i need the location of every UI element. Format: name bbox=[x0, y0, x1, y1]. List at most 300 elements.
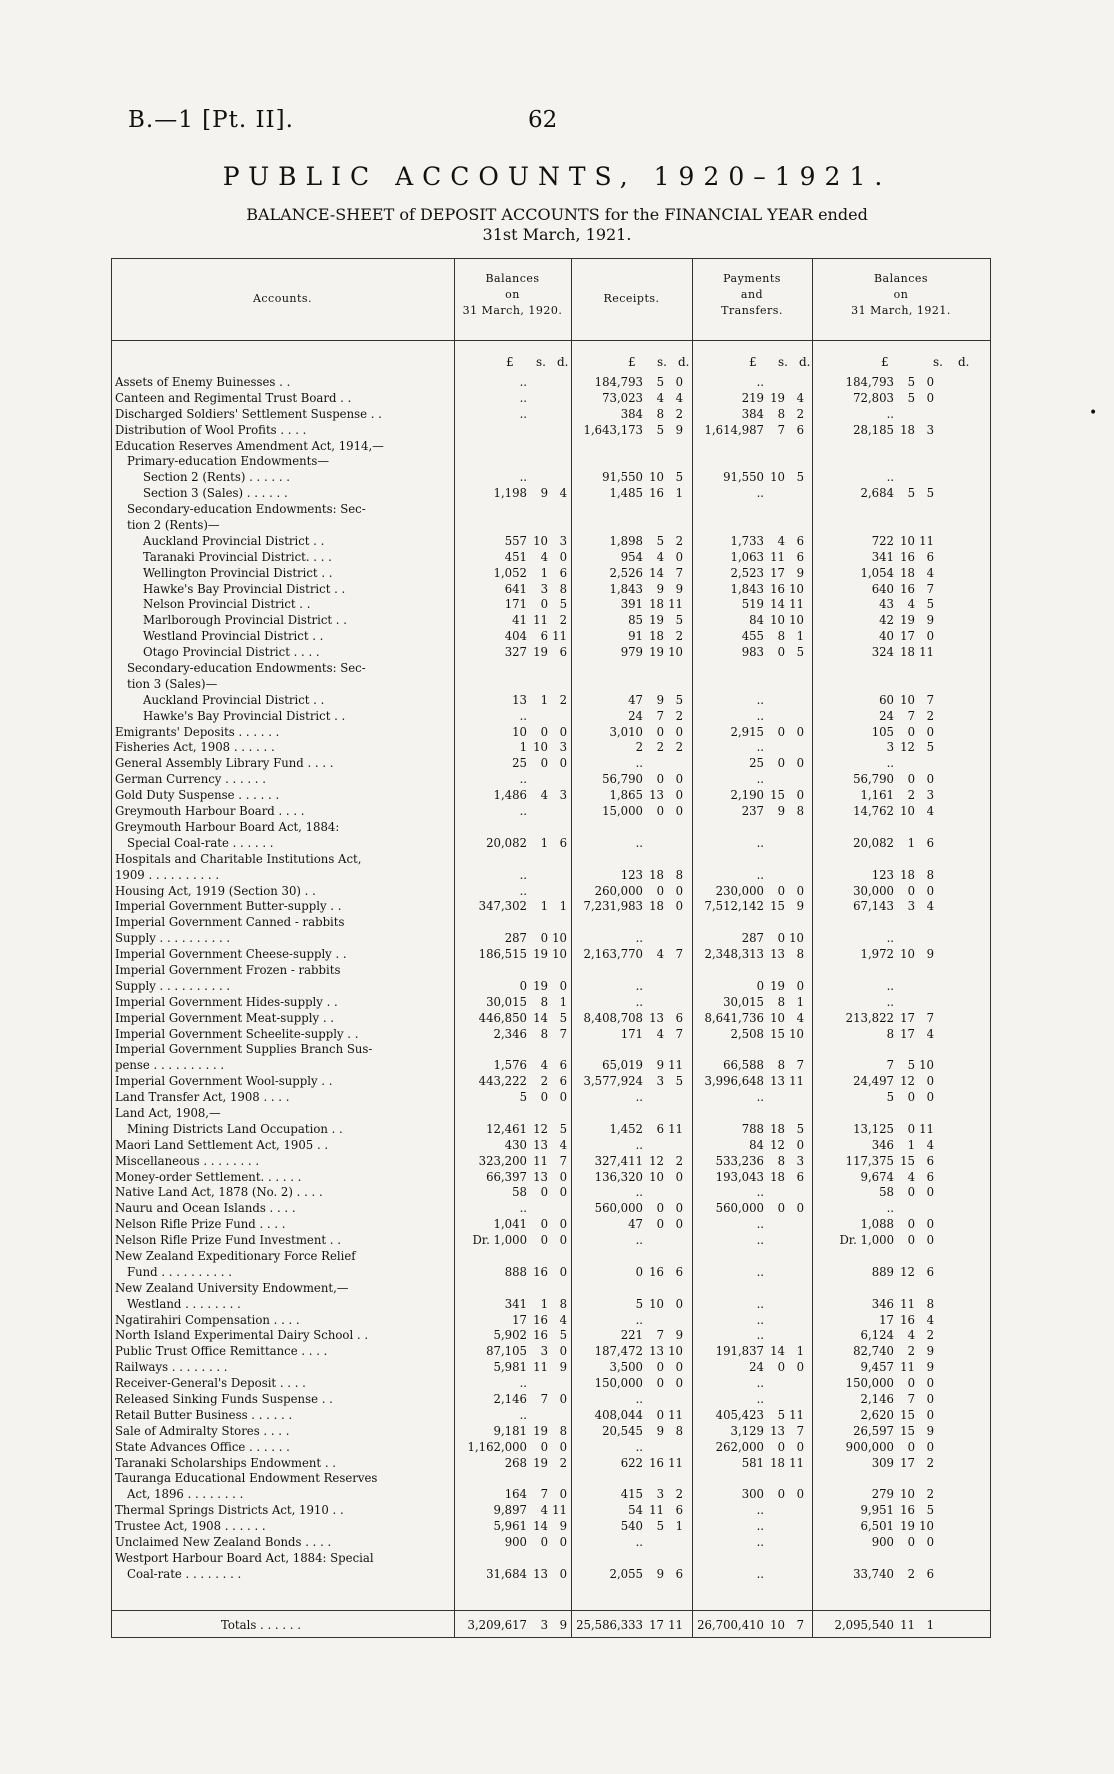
account-label: Land Act, 1908,— bbox=[115, 1105, 221, 1120]
pence: 0 bbox=[559, 1344, 567, 1359]
shillings: 0 bbox=[907, 1233, 915, 1248]
pounds: .. bbox=[756, 1233, 764, 1248]
pounds: 26,597 bbox=[853, 1423, 894, 1438]
pence: 0 bbox=[559, 978, 567, 993]
pounds: 327 bbox=[504, 645, 527, 660]
account-label: Imperial Government Scheelite-supply . . bbox=[115, 1026, 359, 1041]
pounds: 85 bbox=[628, 613, 643, 628]
shillings: 13 bbox=[649, 1344, 664, 1359]
pence: 8 bbox=[926, 867, 934, 882]
pence: 5 bbox=[796, 470, 804, 485]
table-row bbox=[111, 1154, 991, 1170]
shillings: 3 bbox=[540, 581, 548, 596]
account-label: New Zealand University Endowment,— bbox=[115, 1280, 349, 1295]
account-label: Nauru and Ocean Islands . . . . bbox=[115, 1201, 296, 1216]
shillings: 0 bbox=[907, 1535, 915, 1550]
pence: 11 bbox=[668, 1618, 683, 1632]
shillings: 18 bbox=[770, 1169, 785, 1184]
pounds: 42 bbox=[879, 613, 894, 628]
shillings: 2 bbox=[656, 740, 664, 755]
pence: 5 bbox=[559, 1010, 567, 1025]
pounds: .. bbox=[635, 931, 643, 946]
account-label: Imperial Government Wool-supply . . bbox=[115, 1074, 333, 1089]
account-label: Gold Duty Suspense . . . . . . bbox=[115, 788, 280, 803]
shillings: 10 bbox=[649, 1169, 664, 1184]
account-label: Special Coal-rate . . . . . . bbox=[127, 835, 274, 850]
shillings: 18 bbox=[900, 867, 915, 882]
shillings: 11 bbox=[533, 613, 548, 628]
pence: 0 bbox=[926, 390, 934, 405]
shillings: 7 bbox=[656, 1328, 664, 1343]
shillings: 13 bbox=[533, 1169, 548, 1184]
pence: 2 bbox=[796, 406, 804, 421]
table-row bbox=[111, 1392, 991, 1408]
shillings: 0 bbox=[907, 1217, 915, 1232]
pounds: 2,915 bbox=[730, 724, 764, 739]
pence: 5 bbox=[796, 1121, 804, 1136]
account-label: Assets of Enemy Buinesses . . bbox=[115, 375, 291, 389]
pounds: 56,790 bbox=[602, 772, 643, 787]
pounds: 641 bbox=[504, 581, 527, 596]
header-line: and bbox=[740, 288, 764, 301]
shillings: 5 bbox=[907, 390, 915, 405]
pounds: 0 bbox=[519, 978, 527, 993]
shillings: 0 bbox=[777, 931, 785, 946]
table-row bbox=[111, 534, 991, 550]
page-title: PUBLIC ACCOUNTS, 1920–1921. bbox=[222, 162, 892, 191]
pounds: 1,576 bbox=[493, 1058, 527, 1073]
pence: 0 bbox=[796, 724, 804, 739]
pence: 0 bbox=[559, 1090, 567, 1105]
pounds: 1,733 bbox=[730, 533, 764, 548]
pounds: 58 bbox=[512, 1185, 527, 1200]
pounds: 17 bbox=[512, 1312, 527, 1327]
shillings: 5 bbox=[907, 375, 915, 389]
pence: 11 bbox=[919, 533, 934, 548]
pence: 0 bbox=[926, 724, 934, 739]
table-row bbox=[111, 1027, 991, 1043]
shillings: 10 bbox=[533, 740, 548, 755]
table-row bbox=[111, 1281, 991, 1297]
pence: 2 bbox=[675, 1153, 683, 1168]
table-row bbox=[111, 1456, 991, 1472]
pence: 9 bbox=[926, 613, 934, 628]
shillings: 3 bbox=[656, 1487, 664, 1502]
account-label: Imperial Government Supplies Branch Sus- bbox=[115, 1042, 373, 1057]
account-label: Primary-education Endowments— bbox=[127, 454, 330, 469]
pounds: 10 bbox=[512, 724, 527, 739]
pounds: .. bbox=[886, 470, 894, 485]
shillings: 19 bbox=[900, 613, 915, 628]
pence: 2 bbox=[559, 613, 567, 628]
shillings: 7 bbox=[540, 1487, 548, 1502]
table-row bbox=[111, 518, 991, 534]
table-row bbox=[111, 995, 991, 1011]
shillings: 3 bbox=[656, 1074, 664, 1089]
header-line: on bbox=[893, 288, 909, 301]
pounds: 5 bbox=[519, 1090, 527, 1105]
account-label: pense . . . . . . . . . . bbox=[115, 1058, 225, 1073]
table-row bbox=[111, 613, 991, 629]
account-label: Released Sinking Funds Suspense . . bbox=[115, 1392, 333, 1406]
shillings: 19 bbox=[649, 645, 664, 660]
shillings: 16 bbox=[900, 1312, 915, 1327]
pounds: 186,515 bbox=[478, 947, 527, 962]
table-row bbox=[111, 486, 991, 502]
pounds: 67,143 bbox=[853, 899, 894, 914]
table-row bbox=[111, 1106, 991, 1122]
pounds: .. bbox=[519, 883, 527, 898]
pounds: 341 bbox=[504, 1296, 527, 1311]
shillings: 14 bbox=[533, 1010, 548, 1025]
shillings: 0 bbox=[907, 1185, 915, 1200]
unit-pounds: £ bbox=[881, 355, 889, 369]
pounds: 164 bbox=[504, 1487, 527, 1502]
pence: 10 bbox=[789, 613, 804, 628]
shillings: 19 bbox=[533, 978, 548, 993]
pence: 3 bbox=[559, 740, 567, 755]
pence: 9 bbox=[559, 1618, 567, 1632]
pounds: 954 bbox=[620, 549, 643, 564]
table-row bbox=[111, 725, 991, 741]
shillings: 0 bbox=[656, 772, 664, 787]
pounds: 24 bbox=[879, 708, 894, 723]
pounds: 66,588 bbox=[723, 1058, 764, 1073]
column-header-accounts: Accounts. bbox=[252, 292, 313, 305]
pounds: 455 bbox=[741, 629, 764, 644]
pounds: Dr. 1,000 bbox=[839, 1233, 894, 1248]
balance-sheet-table bbox=[111, 258, 991, 1638]
pounds: 91,550 bbox=[723, 470, 764, 485]
pounds: 73,023 bbox=[602, 390, 643, 405]
shillings: 7 bbox=[656, 708, 664, 723]
shillings: 1 bbox=[540, 899, 548, 914]
table-row bbox=[111, 1074, 991, 1090]
shillings: 4 bbox=[907, 597, 915, 612]
pence: 5 bbox=[559, 1121, 567, 1136]
pounds: 150,000 bbox=[845, 1376, 894, 1391]
shillings: 15 bbox=[900, 1407, 915, 1422]
pounds: 1,198 bbox=[493, 486, 527, 501]
pence: 0 bbox=[675, 772, 683, 787]
pence: 0 bbox=[559, 1487, 567, 1502]
pounds: 66,397 bbox=[486, 1169, 527, 1184]
pence: 6 bbox=[559, 645, 567, 660]
shillings: 18 bbox=[649, 629, 664, 644]
shillings: 19 bbox=[533, 1423, 548, 1438]
pounds: 123 bbox=[620, 867, 643, 882]
pounds: 237 bbox=[741, 804, 764, 819]
table-row bbox=[111, 1471, 991, 1487]
pence: 10 bbox=[789, 931, 804, 946]
page-number: 62 bbox=[528, 107, 558, 133]
shillings: 19 bbox=[533, 947, 548, 962]
column-header-payments bbox=[692, 271, 812, 319]
account-label: Imperial Government Canned - rabbits bbox=[115, 915, 345, 930]
subtitle bbox=[0, 205, 1114, 245]
pounds: .. bbox=[635, 1090, 643, 1105]
pounds: 2,095,540 bbox=[834, 1618, 894, 1632]
shillings: 16 bbox=[533, 1312, 548, 1327]
table-row bbox=[111, 1185, 991, 1201]
pounds: 415 bbox=[620, 1487, 643, 1502]
pence: 2 bbox=[675, 708, 683, 723]
pounds: 5 bbox=[635, 1296, 643, 1311]
pence: 8 bbox=[559, 1296, 567, 1311]
pounds: 2,163,770 bbox=[583, 947, 643, 962]
shillings: 7 bbox=[907, 1392, 915, 1406]
shillings: 16 bbox=[900, 549, 915, 564]
pounds: 341 bbox=[871, 549, 894, 564]
shillings: 1 bbox=[540, 692, 548, 707]
pounds: 1 bbox=[519, 740, 527, 755]
pence: 6 bbox=[796, 422, 804, 437]
pounds: .. bbox=[886, 1201, 894, 1216]
pence: 0 bbox=[926, 1233, 934, 1248]
shillings: 4 bbox=[907, 1328, 915, 1343]
shillings: 11 bbox=[900, 1296, 915, 1311]
table-row bbox=[111, 423, 991, 439]
pence: 4 bbox=[926, 1312, 934, 1327]
pounds: 13 bbox=[512, 692, 527, 707]
pence: 2 bbox=[675, 629, 683, 644]
pounds: 9,897 bbox=[493, 1503, 527, 1518]
pounds: 983 bbox=[741, 645, 764, 660]
pence: 9 bbox=[926, 947, 934, 962]
pence: 9 bbox=[675, 1328, 683, 1343]
pounds: 9,674 bbox=[860, 1169, 894, 1184]
pounds: .. bbox=[756, 692, 764, 707]
pounds: 560,000 bbox=[715, 1201, 764, 1216]
table-row bbox=[111, 1328, 991, 1344]
pounds: .. bbox=[635, 756, 643, 771]
account-label: Nelson Rifle Prize Fund . . . . bbox=[115, 1217, 286, 1232]
table-row bbox=[111, 1249, 991, 1265]
table-row bbox=[111, 1297, 991, 1313]
pence: 4 bbox=[559, 486, 567, 501]
pounds: .. bbox=[519, 804, 527, 819]
pounds: 123 bbox=[871, 867, 894, 882]
shillings: 19 bbox=[900, 1519, 915, 1534]
table-row bbox=[111, 756, 991, 772]
shillings: 0 bbox=[656, 804, 664, 819]
pounds: .. bbox=[886, 978, 894, 993]
shillings: 18 bbox=[900, 422, 915, 437]
pounds: 43 bbox=[879, 597, 894, 612]
account-label: Wellington Provincial District . . bbox=[143, 565, 333, 580]
pence: 6 bbox=[675, 1503, 683, 1518]
pounds: 2,146 bbox=[493, 1392, 527, 1406]
account-label: Westport Harbour Board Act, 1884: Special bbox=[115, 1550, 374, 1565]
table-row bbox=[111, 740, 991, 756]
shillings: 4 bbox=[656, 947, 664, 962]
pounds: .. bbox=[886, 756, 894, 771]
pounds: 47 bbox=[628, 692, 643, 707]
shillings: 12 bbox=[900, 1264, 915, 1279]
table-row bbox=[111, 470, 991, 486]
pence: 6 bbox=[559, 565, 567, 580]
shillings: 9 bbox=[656, 1423, 664, 1438]
pounds: 82,740 bbox=[853, 1344, 894, 1359]
table-row bbox=[111, 1011, 991, 1027]
pounds: 279 bbox=[871, 1487, 894, 1502]
pounds: 2,684 bbox=[860, 486, 894, 501]
pence: 0 bbox=[675, 1169, 683, 1184]
pounds: 3,129 bbox=[730, 1423, 764, 1438]
shillings: 13 bbox=[533, 1137, 548, 1152]
shillings: 10 bbox=[770, 470, 785, 485]
shillings: 10 bbox=[900, 947, 915, 962]
unit-pounds: £ bbox=[628, 355, 636, 369]
pounds: .. bbox=[519, 390, 527, 405]
pence: 0 bbox=[559, 1217, 567, 1232]
pounds: .. bbox=[635, 1392, 643, 1406]
pence: 7 bbox=[796, 1423, 804, 1438]
pounds: 3,500 bbox=[609, 1360, 643, 1375]
shillings: 0 bbox=[777, 724, 785, 739]
pounds: 13,125 bbox=[853, 1121, 894, 1136]
pence: 0 bbox=[675, 899, 683, 914]
pounds: 1,898 bbox=[609, 533, 643, 548]
account-label: tion 2 (Rents)— bbox=[127, 518, 220, 533]
pence: 0 bbox=[796, 1137, 804, 1152]
shillings: 0 bbox=[540, 724, 548, 739]
pounds: 1,041 bbox=[493, 1217, 527, 1232]
account-label: Mining Districts Land Occupation . . bbox=[127, 1121, 343, 1136]
shillings: 5 bbox=[907, 1058, 915, 1073]
account-label: Sale of Admiralty Stores . . . . bbox=[115, 1423, 290, 1438]
table-bottom-rule bbox=[111, 1637, 991, 1638]
pounds: 900 bbox=[504, 1535, 527, 1550]
pounds: .. bbox=[635, 978, 643, 993]
pence: 11 bbox=[789, 1407, 804, 1422]
pounds: .. bbox=[756, 740, 764, 755]
account-label: Imperial Government Hides-supply . . bbox=[115, 994, 338, 1009]
account-label: Westland . . . . . . . . bbox=[127, 1296, 241, 1311]
unit-shillings: s. bbox=[536, 355, 546, 369]
shillings: 0 bbox=[777, 883, 785, 898]
pence: 7 bbox=[926, 581, 934, 596]
pounds: .. bbox=[519, 1201, 527, 1216]
pence: 10 bbox=[789, 581, 804, 596]
pounds: 9,181 bbox=[493, 1423, 527, 1438]
pence: 0 bbox=[675, 788, 683, 803]
pence: 6 bbox=[926, 1169, 934, 1184]
shillings: 1 bbox=[540, 565, 548, 580]
pence: 5 bbox=[926, 740, 934, 755]
shillings: 1 bbox=[540, 835, 548, 850]
pounds: 327,411 bbox=[594, 1153, 643, 1168]
account-label: Discharged Soldiers' Settlement Suspense . . bbox=[115, 406, 382, 421]
pounds: .. bbox=[519, 1407, 527, 1422]
shillings: 0 bbox=[656, 724, 664, 739]
pounds: 30,000 bbox=[853, 883, 894, 898]
pence: 7 bbox=[926, 692, 934, 707]
pence: 0 bbox=[926, 375, 934, 389]
pounds: 446,850 bbox=[478, 1010, 527, 1025]
table-row bbox=[111, 772, 991, 788]
pounds: 3,209,617 bbox=[467, 1618, 527, 1632]
pence: 2 bbox=[926, 1328, 934, 1343]
pence: 6 bbox=[926, 1153, 934, 1168]
pence: 0 bbox=[559, 1169, 567, 1184]
table-row bbox=[111, 407, 991, 423]
pounds: .. bbox=[635, 835, 643, 850]
pounds: .. bbox=[756, 1312, 764, 1327]
pence: 1 bbox=[559, 899, 567, 914]
shillings: 0 bbox=[907, 1121, 915, 1136]
shillings: 10 bbox=[770, 1618, 785, 1632]
pounds: .. bbox=[519, 406, 527, 421]
table-row bbox=[111, 1535, 991, 1551]
pence: 11 bbox=[668, 1058, 683, 1073]
pounds: 384 bbox=[620, 406, 643, 421]
pounds: .. bbox=[756, 1392, 764, 1406]
pounds: 3 bbox=[886, 740, 894, 755]
shillings: 13 bbox=[533, 1566, 548, 1581]
table-row bbox=[111, 1344, 991, 1360]
shillings: 9 bbox=[777, 804, 785, 819]
table-row bbox=[111, 1042, 991, 1058]
table-row bbox=[111, 1122, 991, 1138]
table-row bbox=[111, 1090, 991, 1106]
table-row bbox=[111, 1519, 991, 1535]
account-label: State Advances Office . . . . . . bbox=[115, 1439, 290, 1454]
unit-pence: d. bbox=[678, 355, 690, 369]
shillings: 4 bbox=[656, 549, 664, 564]
account-label: Act, 1896 . . . . . . . . bbox=[127, 1487, 244, 1502]
pence: 0 bbox=[675, 1360, 683, 1375]
pence: 11 bbox=[919, 645, 934, 660]
pounds: .. bbox=[756, 835, 764, 850]
pounds: 25 bbox=[749, 756, 764, 771]
shillings: 0 bbox=[777, 645, 785, 660]
pence: 2 bbox=[926, 1487, 934, 1502]
account-label: tion 3 (Sales)— bbox=[127, 676, 218, 691]
pounds: 1,054 bbox=[860, 565, 894, 580]
pounds: 2,508 bbox=[730, 1026, 764, 1041]
pence: 9 bbox=[926, 1344, 934, 1359]
pounds: Dr. 1,000 bbox=[472, 1233, 527, 1248]
pounds: 91 bbox=[628, 629, 643, 644]
shillings: 11 bbox=[770, 549, 785, 564]
pounds: 384 bbox=[741, 406, 764, 421]
shillings: 17 bbox=[900, 1455, 915, 1470]
pence: 0 bbox=[675, 375, 683, 389]
shillings: 0 bbox=[907, 772, 915, 787]
pence: 3 bbox=[559, 533, 567, 548]
pounds: 287 bbox=[504, 931, 527, 946]
shillings: 4 bbox=[777, 533, 785, 548]
pounds: 287 bbox=[741, 931, 764, 946]
table-row bbox=[111, 566, 991, 582]
pence: 5 bbox=[926, 597, 934, 612]
pence: 10 bbox=[552, 931, 567, 946]
account-label: Auckland Provincial District . . bbox=[143, 533, 325, 548]
pounds: 430 bbox=[504, 1137, 527, 1152]
table-row bbox=[111, 629, 991, 645]
table-row bbox=[111, 884, 991, 900]
shillings: 18 bbox=[900, 645, 915, 660]
pounds: 557 bbox=[504, 533, 527, 548]
pence: 0 bbox=[559, 1233, 567, 1248]
shillings: 0 bbox=[540, 597, 548, 612]
shillings: 16 bbox=[533, 1264, 548, 1279]
account-label: Emigrants' Deposits . . . . . . bbox=[115, 724, 280, 739]
pounds: 25 bbox=[512, 756, 527, 771]
account-label: Secondary-education Endowments: Sec- bbox=[127, 502, 366, 517]
pounds: 1,452 bbox=[609, 1121, 643, 1136]
